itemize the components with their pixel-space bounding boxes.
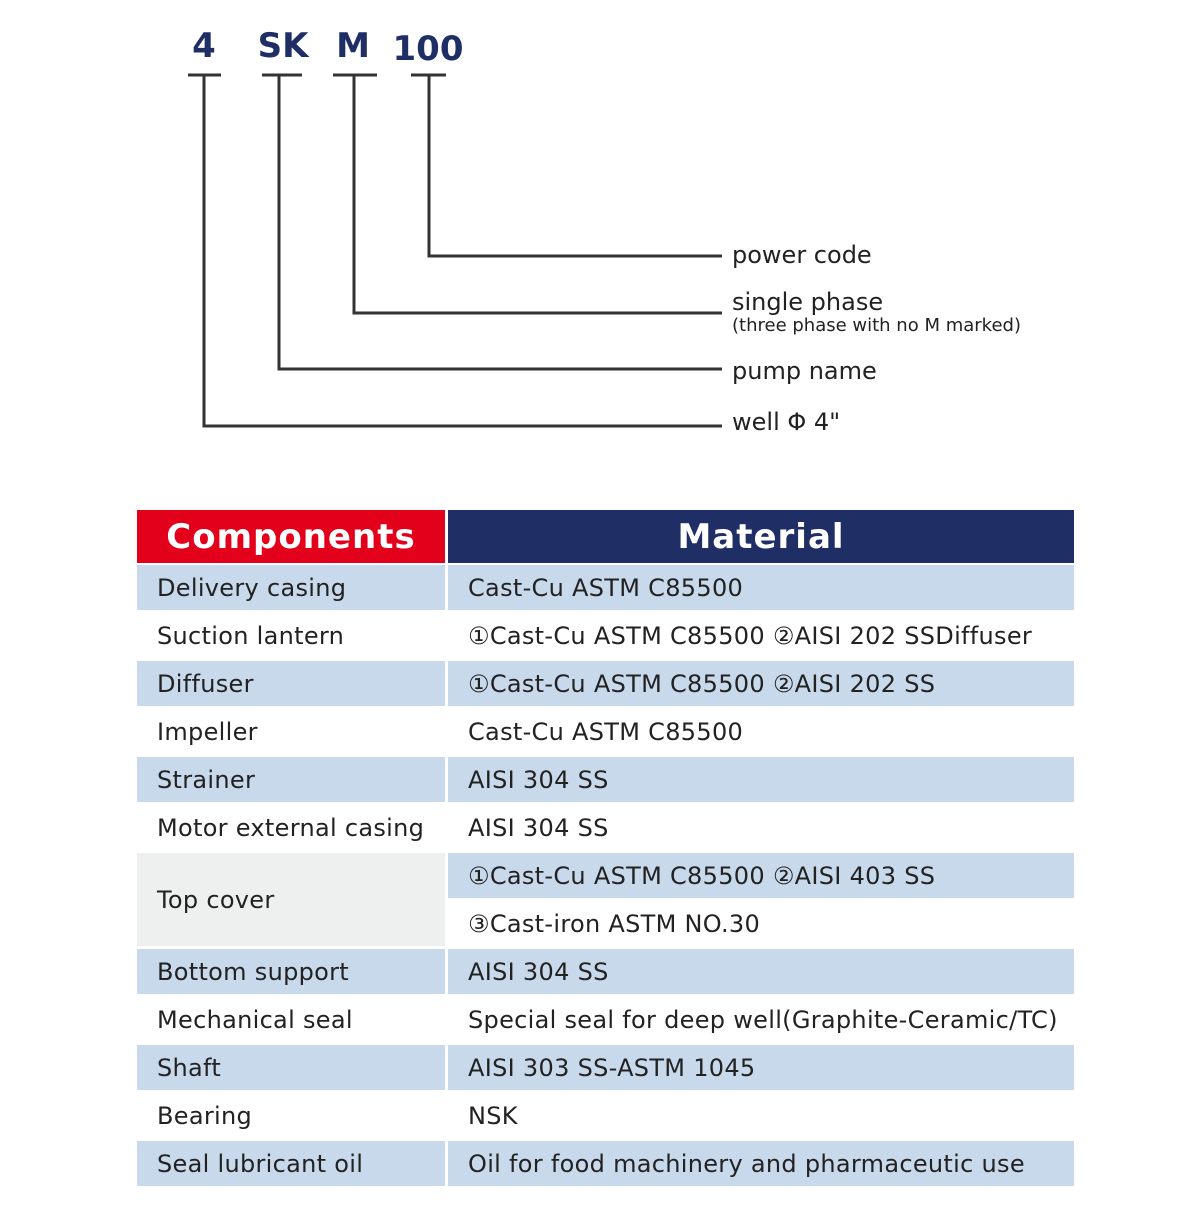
component-cell: Seal lubricant oil	[137, 1141, 445, 1186]
material-cell: ①Cast-Cu ASTM C85500 ②AISI 202 SS	[448, 661, 1074, 706]
material-cell: Cast-Cu ASTM C85500	[448, 565, 1074, 610]
code-letter-phase: M	[336, 26, 370, 66]
component-cell: Shaft	[137, 1045, 445, 1090]
component-cell: Delivery casing	[137, 565, 445, 610]
material-cell: AISI 304 SS	[448, 757, 1074, 802]
material-cell: Oil for food machinery and pharmaceutic use	[448, 1141, 1074, 1186]
component-cell: Bearing	[157, 1101, 253, 1130]
label-pump-name: pump name	[732, 357, 877, 385]
component-cell: Motor external casing	[157, 813, 425, 842]
material-cell: NSK	[468, 1101, 518, 1130]
model-code-diagram	[0, 0, 1200, 470]
material-cell: AISI 303 SS-ASTM 1045	[448, 1045, 1074, 1090]
label-single-phase: single phase	[732, 288, 884, 316]
header-components: Components	[137, 510, 445, 563]
label-power-code: power code	[732, 241, 872, 269]
material-cell: Special seal for deep well(Graphite-Ceramic/TC)	[468, 1005, 1058, 1034]
material-cell: ①Cast-Cu ASTM C85500 ②AISI 202 SSDiffuser	[468, 621, 1033, 650]
component-cell: Impeller	[157, 717, 258, 746]
component-cell: Mechanical seal	[157, 1005, 353, 1034]
component-cell: Diffuser	[137, 661, 445, 706]
leader-line-pump	[279, 75, 722, 369]
code-letter-well: 4	[192, 26, 216, 66]
materials-table	[137, 510, 1074, 1182]
code-letter-pump: SK	[257, 26, 309, 66]
leader-line-power	[429, 75, 722, 256]
leader-line-phase	[354, 75, 722, 313]
label-phase-note: (three phase with no M marked)	[732, 315, 1021, 336]
header-material: Material	[448, 510, 1074, 563]
material-cell: ③Cast-iron ASTM NO.30	[468, 909, 761, 938]
material-cell: AISI 304 SS	[448, 949, 1074, 994]
material-cell: AISI 304 SS	[468, 813, 609, 842]
component-cell: Strainer	[137, 757, 445, 802]
component-cell: Suction lantern	[157, 621, 345, 650]
material-cell: Cast-Cu ASTM C85500	[468, 717, 744, 746]
component-cell: Top cover	[137, 853, 445, 946]
material-cell: ①Cast-Cu ASTM C85500 ②AISI 403 SS	[448, 853, 1074, 898]
code-letter-power: 100	[392, 29, 464, 69]
component-cell: Bottom support	[137, 949, 445, 994]
leader-line-well	[204, 75, 722, 426]
label-well: well Φ 4"	[732, 408, 841, 436]
